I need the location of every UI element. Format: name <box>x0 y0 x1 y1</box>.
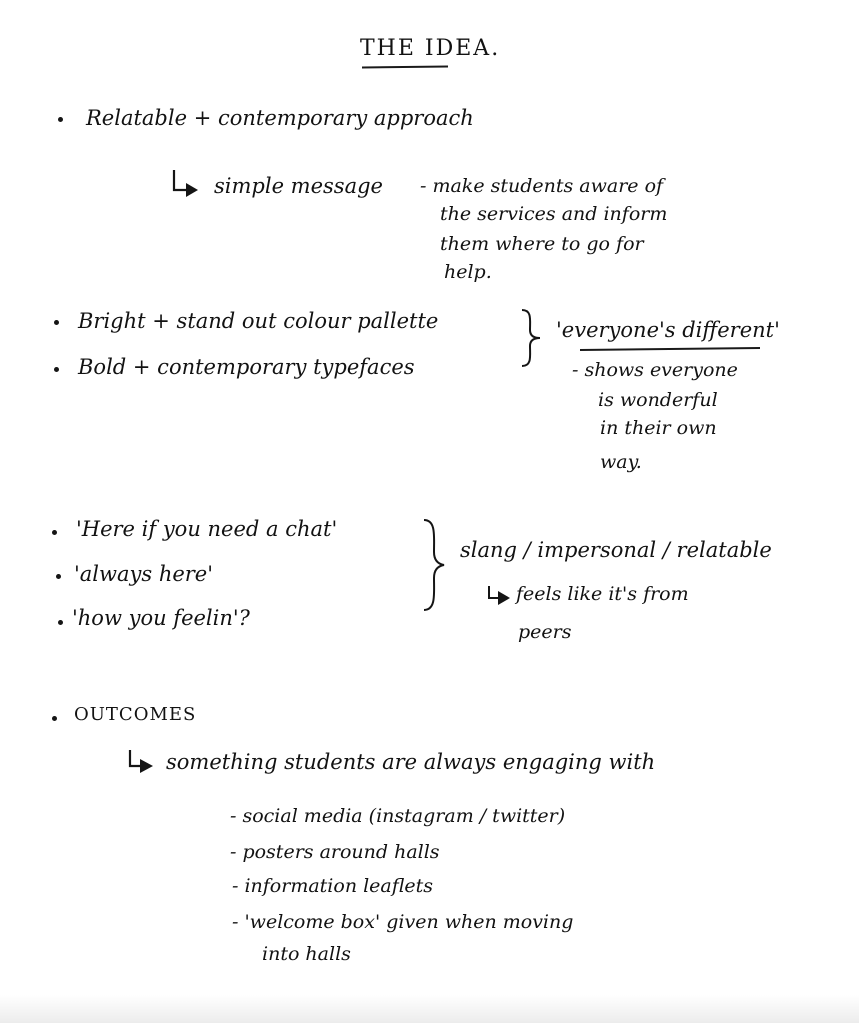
curly-brace-icon <box>420 516 448 614</box>
bullet-always-here: 'always here' <box>74 562 214 586</box>
page-bottom-edge <box>0 995 859 1023</box>
heading-underline <box>580 347 760 351</box>
slang-label: slang / impersonal / relatable <box>460 538 772 562</box>
feels-like-line-2: peers <box>518 621 572 643</box>
bullet-outcomes: OUTCOMES <box>74 704 197 725</box>
title-underline <box>362 66 448 69</box>
outcome-welcome-box: - 'welcome box' given when moving <box>232 911 574 933</box>
bullet-dot <box>58 117 63 122</box>
arrow-right-icon <box>170 168 204 202</box>
different-line-2: is wonderful <box>598 389 718 411</box>
bullet-bold-typefaces: Bold + contemporary typefaces <box>78 355 415 379</box>
simple-message-label: simple message <box>214 174 383 198</box>
bullet-dot <box>54 320 59 325</box>
bullet-dot <box>52 530 57 535</box>
bullet-bright-colour: Bright + stand out colour pallette <box>78 309 439 333</box>
curly-brace-icon <box>518 306 544 370</box>
different-line-1: - shows everyone <box>572 359 738 381</box>
bullet-here-if-you-need: 'Here if you need a chat' <box>76 517 338 541</box>
bullet-dot <box>58 620 63 625</box>
arrow-right-icon <box>126 748 158 778</box>
feels-like-line-1: feels like it's from <box>516 583 689 605</box>
different-line-3: in their own <box>600 417 717 439</box>
outcome-welcome-box-cont: into halls <box>262 943 351 965</box>
arrow-right-icon <box>486 584 516 608</box>
engaging-label: something students are always engaging with <box>166 750 656 774</box>
bullet-how-you-feelin: 'how you feelin'? <box>72 606 250 630</box>
everyone-different-heading: 'everyone's different' <box>556 318 780 342</box>
message-line-1: - make students aware of <box>420 175 664 197</box>
message-line-4: help. <box>444 261 492 283</box>
outcome-posters: - posters around halls <box>230 841 440 863</box>
page-title: THE IDEA. <box>360 36 501 61</box>
outcome-leaflets: - information leaflets <box>232 875 434 897</box>
message-line-2: the services and inform <box>440 203 668 225</box>
message-line-3: them where to go for <box>440 233 644 255</box>
outcome-social-media: - social media (instagram / twitter) <box>230 805 566 827</box>
bullet-dot <box>52 716 57 721</box>
bullet-relatable-approach: Relatable + contemporary approach <box>86 106 474 130</box>
bullet-dot <box>54 367 59 372</box>
different-line-4: way. <box>600 451 642 473</box>
bullet-dot <box>56 574 61 579</box>
